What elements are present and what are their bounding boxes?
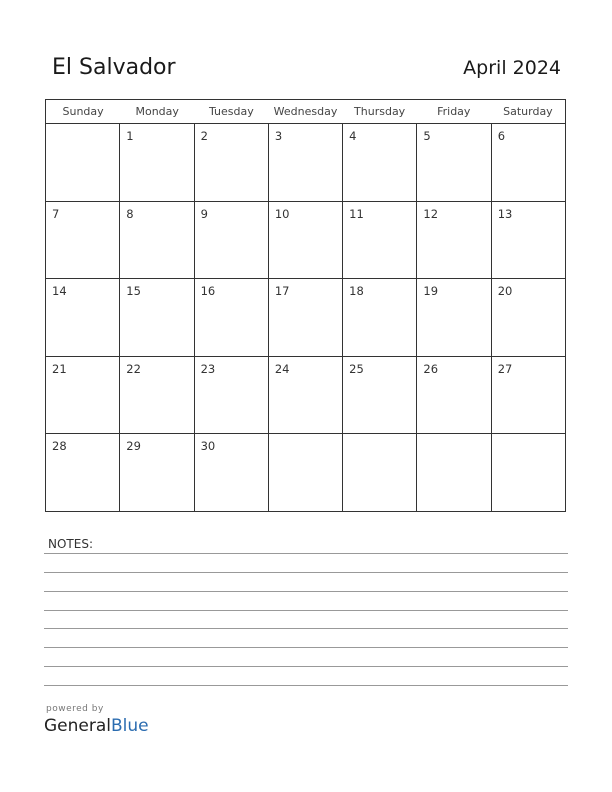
calendar-day-cell [195,279,269,356]
calendar-day-cell [343,434,417,512]
calendar-day-cell [269,357,343,434]
weekday-monday: Monday [135,105,179,118]
calendar-day-cell [195,202,269,279]
day-number: 12 [423,206,439,221]
day-number: 8 [126,206,134,221]
day-number: 15 [126,284,141,299]
calendar-day-cell [343,202,417,279]
calendar-day-cell [492,434,565,512]
note-line [44,647,568,648]
calendar-day-cell [492,357,565,434]
calendar-week-row [46,202,565,280]
calendar-day-cell [417,279,491,356]
weekday-sunday: Sunday [62,105,104,118]
brand-general: General [44,716,111,736]
note-line [44,628,568,629]
day-number: 10 [274,206,290,221]
calendar-day-cell [417,357,491,434]
day-number: 11 [349,206,364,221]
day-number: 4 [349,129,357,143]
note-line [44,685,568,686]
calendar-day-cell [195,357,269,434]
weekday-thursday: Thursday [354,105,406,118]
calendar-week-row [46,124,565,202]
note-line [44,666,568,667]
note-line [44,591,568,592]
calendar-day-cell [269,124,343,201]
calendar-day-cell [120,279,194,356]
day-number: 26 [423,361,439,376]
day-number: 16 [200,284,216,299]
calendar-week-row [46,434,565,512]
brand-blue: Blue [111,716,149,736]
day-number: 14 [52,284,67,299]
day-number: 1 [126,129,134,143]
calendar-day-cell [492,124,565,201]
calendar-grid [45,99,566,512]
day-number: 21 [52,361,67,376]
day-number: 6 [497,129,506,143]
day-number: 17 [274,284,290,299]
brand-logo [44,716,149,736]
calendar-week-row [46,357,565,435]
calendar-day-cell [120,124,194,201]
calendar-weeks [46,124,565,512]
day-number: 9 [200,206,208,221]
day-number: 5 [423,129,431,143]
calendar-day-cell [417,434,491,512]
note-line [44,610,568,611]
note-line [44,572,568,573]
day-number: 30 [200,439,216,454]
calendar-day-cell [343,357,417,434]
day-number: 25 [349,361,364,376]
page-title-country: El Salvador [52,55,176,80]
page-title-month: April 2024 [463,57,561,79]
calendar-day-cell [343,279,417,356]
calendar-day-cell [120,434,194,512]
day-number: 2 [200,129,208,143]
powered-by-text: powered by [46,704,104,714]
calendar-day-cell [120,202,194,279]
weekday-saturday: Saturday [503,105,553,118]
calendar-day-cell [417,202,491,279]
day-number: 3 [274,129,283,143]
calendar-day-cell [46,279,120,356]
notes-label: NOTES: [48,537,93,551]
note-line [44,553,568,554]
day-number: 13 [497,206,513,221]
day-number: 27 [497,361,513,376]
weekday-tuesday: Tuesday [208,105,254,118]
calendar-day-cell [120,357,194,434]
calendar-day-cell [46,124,120,201]
day-number: 22 [126,361,141,376]
calendar-week-row [46,279,565,357]
calendar-day-cell [417,124,491,201]
calendar-day-cell [343,124,417,201]
day-number: 23 [200,361,216,376]
calendar-day-cell [46,434,120,512]
day-number: 18 [349,284,364,299]
calendar-day-cell [46,357,120,434]
weekday-wednesday: Wednesday [273,105,338,118]
weekday-friday: Friday [437,105,471,118]
calendar-day-cell [269,434,343,512]
day-number: 19 [423,284,439,299]
day-number: 24 [274,361,290,376]
weekday-header-row [46,100,565,124]
day-number: 29 [126,439,141,454]
calendar-day-cell [269,279,343,356]
calendar-day-cell [492,202,565,279]
day-number: 7 [52,206,60,221]
calendar-day-cell [195,434,269,512]
day-number: 20 [497,284,513,299]
calendar-day-cell [195,124,269,201]
calendar-day-cell [269,202,343,279]
day-number: 28 [52,439,67,454]
calendar-day-cell [492,279,565,356]
calendar-day-cell [46,202,120,279]
